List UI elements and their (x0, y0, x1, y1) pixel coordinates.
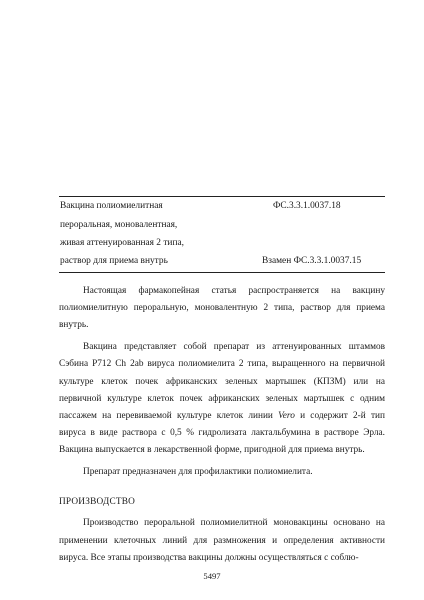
document-body (59, 283, 385, 572)
monograph-title-line-2: пероральная, моновалентная, (60, 220, 178, 230)
header-bottom-rule (59, 272, 385, 273)
scope-paragraph: Настоящая фармакопейная статья распространяется на вакцину полиомиелитную пероральную, моновалентную 2 типа, раствор для приема внутрь. (59, 286, 385, 331)
monograph-title-line-1: Вакцина полиомиелитная (60, 201, 163, 211)
description-paragraph: Вакцина представляет собой препарат из аттенуированных штаммов Сэбина Р712 Ch 2ab вируса полиомиелита 2 типа, выращенного на первичной культуре клеток почек африканских зеленых мартышек (КПЗМ) или на первичной культуре клеток почек африканских зеленых мартышек с одним пассажем на перевиваемой культуре клеток линии Vero и содержит 2-й тип вируса в виде раствора с 0,5 % гидролизата лактальбумина в растворе Эрла. Вакцина выпускается в лекарственной форме, пригодной для приема внутрь. (59, 342, 385, 456)
page-number: 5497 (203, 571, 221, 581)
production-paragraph: Производство пероральной полиомиелитной моновакцины основано на применении клеточных линий для размножения и определения активности вируса. Все этапы производства вакцины должны осуществляться с соблю- (59, 518, 385, 563)
monograph-title-line-3: живая аттенуированная 2 типа, (60, 238, 184, 248)
header-top-rule (59, 196, 385, 197)
section-title-production: ПРОИЗВОДСТВО (59, 497, 136, 508)
purpose-paragraph: Препарат предназначен для профилактики полиомиелита. (83, 467, 313, 478)
replaces-code: Взамен ФС.3.3.1.0037.15 (262, 256, 362, 266)
monograph-title-line-4: раствор для приема внутрь (60, 256, 168, 266)
monograph-code: ФС.3.3.1.0037.18 (273, 201, 341, 211)
